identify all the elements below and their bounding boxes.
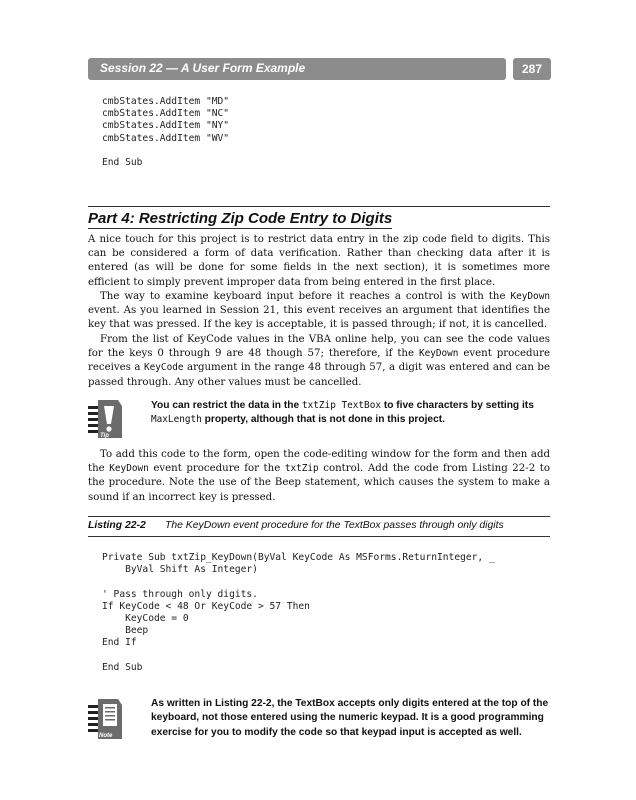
code-line: If KeyCode < 48 Or KeyCode > 57 Then <box>102 600 310 612</box>
page-number: 287 <box>513 58 551 80</box>
text-run: event procedure receives a <box>88 348 550 374</box>
inline-code: KeyDown <box>418 348 459 360</box>
code-line: End Sub <box>102 661 143 673</box>
paragraph-keycode <box>88 333 550 390</box>
text-run: event. As you learned in Session 21, this event receives an argument that identifies the key that was pressed. If the key is acceptable, it is passed through; if not, it is cancelled. <box>88 305 550 331</box>
header-title: Session 22 — A User Form Example <box>100 61 306 75</box>
running-header <box>88 58 506 80</box>
code-line: cmbStates.AddItem "WV" <box>102 132 230 144</box>
code-line: ' Pass through only digits. <box>102 588 258 600</box>
code-block-listing <box>102 552 495 674</box>
code-line: cmbStates.AddItem "MD" <box>102 96 230 107</box>
text-run: argument in the range 48 through 57, a digit was entered and can be passed through. Any other values must be cancelled. <box>88 362 550 388</box>
text-run: The way to examine keyboard input before it reaches a control is with the <box>100 291 511 302</box>
note-label: Note <box>99 733 113 739</box>
inline-code: KeyDown <box>109 463 149 475</box>
inline-code: KeyDown <box>510 291 550 302</box>
text-run: You can restrict the data in the <box>151 400 302 411</box>
listing-label: Listing 22-2 <box>88 520 146 531</box>
code-line <box>102 576 495 588</box>
code-line: End Sub <box>102 156 143 168</box>
paragraph-intro: A nice touch for this project is to restrict data entry in the zip code field to digits. This can be considered a form of data verification. Rather than checking data after it is entered (as will be done for some fields in the next section), it is sometimes more efficient to simply prevent improper data from being entered in the first place. <box>88 234 550 288</box>
code-line: End If <box>102 637 137 649</box>
code-line <box>102 650 495 662</box>
code-line: cmbStates.AddItem "NC" <box>102 108 230 120</box>
paragraph-add-code <box>88 448 550 505</box>
code-line: Private Sub txtZip_KeyDown(ByVal KeyCode As MSForms.ReturnInteger, _ <box>102 552 495 563</box>
text-run: To add this code to the form, open the code-editing window for the form and then add the <box>88 449 550 475</box>
inline-code: MaxLength <box>151 414 202 426</box>
listing-caption-bar <box>88 516 550 537</box>
note-icon <box>88 697 128 745</box>
inline-code: txtZip TextBox <box>301 400 381 411</box>
code-line: KeyCode = 0 <box>102 612 189 624</box>
note-text: As written in Listing 22-2, the TextBox accepts only digits entered at the top of the keyboard, not those entered using the numeric keypad. It is a good programming exercise for you to modify the code so that keypad input is accepted as well. <box>151 698 549 738</box>
code-line: ByVal Shift As Integer) <box>102 564 258 576</box>
tip-text <box>151 399 551 428</box>
section-heading-text: Part 4: Restricting Zip Code Entry to Digits <box>88 210 393 227</box>
text-run: event procedure for the <box>148 463 285 475</box>
code-line <box>102 145 229 157</box>
text-run: property, although that is not done in this project. <box>201 414 445 426</box>
inline-code: KeyCode <box>144 362 184 374</box>
section-heading <box>88 206 550 227</box>
text-run: to five characters by setting its <box>381 400 534 411</box>
tip-label: Tip <box>100 433 109 439</box>
code-block-top <box>102 96 229 169</box>
inline-code: txtZip <box>284 463 319 475</box>
text-run: From the list of KeyCode values in the VBA online help, you can see the code values for the keys 0 through 9 are 48 though 57; therefore, if the <box>88 334 550 360</box>
tip-icon <box>88 398 128 444</box>
code-line: Beep <box>102 625 149 637</box>
listing-caption: The KeyDown event procedure for the TextBox passes through only digits <box>165 520 504 531</box>
code-line: cmbStates.AddItem "NY" <box>102 120 230 132</box>
paragraph-keydown <box>88 290 550 333</box>
text-run: control. Add the code from Listing 22-2 to the procedure. Note the use of the Beep statement, which causes the system to make a sound if an incorrect key is pressed. <box>88 463 550 503</box>
